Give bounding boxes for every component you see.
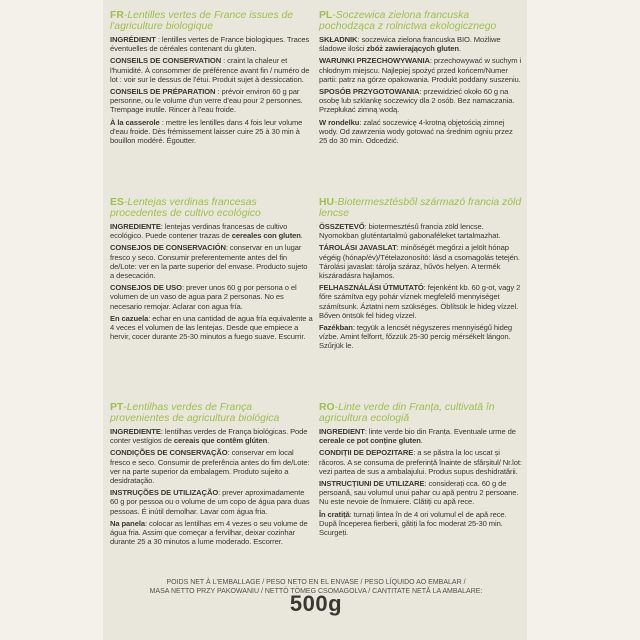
paragraph-text: : prever unos 60 g por persona o el volumen de un vaso de agua para 2 personas. No es necesario remojar. Aclarar con agua fría. — [110, 283, 297, 311]
paragraph-label: TÁROLÁSI JAVASLAT — [319, 243, 397, 253]
product-title: Lentejas verdinas francesas procedentes de cultivo ecológico — [110, 197, 261, 219]
language-code: HU — [319, 197, 335, 208]
heading-separator: - — [334, 197, 338, 208]
paragraph-end: . — [267, 436, 270, 446]
paragraph-text: : a se păstra la loc uscat și răcoros. A se consuma de preferință înainte de sfârșitul/ Nr.lot: vezi partea de sus a ambalajului. Produs supus deshidratării. — [319, 448, 522, 476]
language-code: RO — [319, 402, 335, 413]
paragraph-label: INSTRUCȚIUNI DE UTILIZARE — [319, 479, 425, 489]
paragraph-label: INGREDIENT — [319, 427, 365, 436]
info-paragraph — [110, 56, 313, 84]
paragraph-end: . — [458, 44, 461, 54]
paragraph-text: : zalać soczewicę 4-krotną objętością zimnej wody. Od zawrzenia wody gotować na średnim ogniu przez 25 do 30 min. Odcedzić. — [319, 117, 513, 146]
heading-separator: - — [123, 402, 127, 413]
info-paragraph — [110, 314, 313, 342]
section-hu — [319, 195, 522, 400]
paragraph-label: INGREDIENTE — [110, 222, 161, 231]
paragraph-text: : prever aproximadamente 60 g por pessoa ou o volume de um copo de água para duas pessoas. É inútil demolhar. Lavar com água fria. — [110, 488, 310, 516]
right-flap — [527, 0, 640, 640]
info-paragraph — [110, 488, 313, 516]
section-heading — [319, 197, 522, 219]
paragraph-text: : tegyük a lencsét négyszeres mennyiségű hideg vízbe. Amint felforrt, főzzük 25-30 percig mérsékelt lángon. Szűrjük le. — [319, 323, 512, 351]
paragraph-label: CONSEJOS DE USO — [110, 283, 182, 293]
paragraph-text: : echar en una cantidad de agua fría equivalente a 4 veces el volumen de las lentejas. Desde que empiece a hervir, cocer durante 25-30 minutos a fuego suave. Escurrir. — [110, 313, 313, 342]
allergen-text: cereais que contêm glúten — [173, 436, 268, 446]
info-paragraph — [319, 118, 522, 146]
section-ro — [319, 400, 522, 578]
paragraph-text: : soczewica zielona francuska BIO. Możliwe śladowe ilości — [319, 35, 501, 54]
info-paragraph — [319, 87, 522, 115]
paragraph-label: CONSEILS DE PRÉPARATION — [110, 87, 216, 97]
weight-unit: g — [328, 591, 343, 616]
language-code: PT — [110, 402, 124, 413]
product-title: Soczewica zielona francuska pochodząca z rolnictwa ekologicznego — [319, 10, 497, 32]
paragraph-text: : fejenként kb. 60 g-ot, vagy 2 főre számítva egy pohár víznek megfelelő mennyiséget számítsunk. Áztatni nem szükséges. Öblítsük le hideg vízzel. Bőven öntsük fel hideg vízzel. — [319, 283, 521, 320]
paragraph-text: : lentilles vertes de France biologiques. Traces éventuelles de céréales contenant du gluten. — [110, 35, 310, 54]
paragraph-end: . — [300, 231, 303, 241]
section-heading — [319, 402, 522, 424]
language-grid — [110, 8, 522, 578]
paragraph-label: Fazékban — [319, 323, 353, 333]
allergen-text: zbóż zawierających gluten — [366, 44, 459, 54]
product-title: Linte verde din Franța, cultivată în agricultura ecologiă — [319, 402, 495, 424]
product-title: Lentilles vertes de France issues de l'agriculture biologique — [110, 10, 294, 32]
paragraph-label: În cratiță — [319, 509, 350, 519]
paragraph-label: W rondelku — [319, 117, 360, 127]
weight-number: 500 — [289, 591, 329, 616]
paragraph-label: CONDIȚII DE DEPOZITARE — [319, 448, 414, 458]
allergen-text: cereale ce pot conține gluten — [319, 436, 421, 446]
info-paragraph — [319, 323, 522, 351]
paragraph-end: . — [420, 436, 423, 446]
paragraph-text: : minőségét megőrzi a jelölt hónap végéig (hónap/év)/Tételazonosító: lásd a csomagolás tetején. Tárolási javaslat: tárolja száraz, hűvös helyen. A termék kiszáradásra hajlamos. — [319, 243, 520, 281]
paragraph-text: : lentilhas verdes de França biológicas. Pode conter vestígios de — [110, 427, 308, 446]
info-paragraph — [319, 427, 522, 445]
section-heading — [110, 402, 313, 424]
section-fr — [110, 8, 313, 195]
paragraph-label: CONSEJOS DE CONSERVACIÓN — [110, 243, 226, 253]
paragraph-label: Na panela — [110, 518, 145, 528]
info-paragraph — [110, 427, 313, 445]
section-es — [110, 195, 313, 400]
info-paragraph — [319, 283, 522, 320]
paragraph-text: : conservar en un lugar fresco y seco. Consumir preferentemente antes del fin de/Lote: ver en la parte superior del envase. Producto sujeto a desecación. — [110, 243, 308, 281]
paragraph-text: : colocar as lentilhas em 4 vezes o seu volume de água fria. Assim que começar a fervilhar, deixar cozinhar durante 25 a 30 minutos a lume moderado. Escorrer. — [110, 518, 308, 547]
info-paragraph — [319, 56, 522, 84]
language-code: FR — [110, 10, 124, 21]
paragraph-label: CONDIÇÕES DE CONSERVAÇÃO — [110, 448, 228, 458]
net-weight-line-2: MASA NETTO PRZY PAKOWANIU / NETTÓ TÖMEG CSOMAGOLVA / CANTITATE NETĂ LA AMBALARE: — [149, 588, 483, 595]
section-heading — [110, 10, 313, 32]
heading-separator: - — [334, 402, 339, 413]
info-paragraph — [110, 283, 313, 311]
paragraph-text: : considerați cca. 60 g de persoană, sau volumul unui pahar cu apă pentru 2 persoane. Nu este nevoie de înmuiere. Clătiți cu apă rece. — [319, 479, 519, 507]
info-paragraph — [319, 479, 522, 507]
allergen-text: cereales con gluten — [231, 231, 301, 241]
section-heading — [110, 197, 313, 219]
language-code: PL — [319, 10, 333, 21]
heading-separator: - — [332, 10, 336, 21]
net-weight-line-1: POIDS NET À L'EMBALLAGE / PESO NETO EN EL ENVASE / PESO LÍQUIDO AO EMBALAR / — [166, 579, 466, 586]
info-paragraph — [110, 35, 313, 53]
paragraph-label: SKŁADNIK — [319, 35, 358, 44]
net-weight-block — [110, 578, 522, 616]
info-paragraph — [319, 510, 522, 538]
info-paragraph — [110, 118, 313, 146]
info-paragraph — [319, 448, 522, 476]
paragraph-text: : conservar em local fresco e seco. Consumir de preferência antes do fim de/Lote: ver na parte superior da embalagem. Produto sujeito a desidratação. — [110, 448, 310, 486]
language-code: ES — [110, 197, 124, 208]
paragraph-text: : lentejas verdinas francesas de cultivo ecológico. Puede contener trazas de — [110, 222, 288, 241]
paragraph-label: WARUNKI PRZECHOWYWANIA — [319, 56, 430, 66]
info-paragraph — [319, 222, 522, 240]
paragraph-label: SPOSÓB PRZYGOTOWANIA — [319, 87, 420, 97]
info-paragraph — [319, 243, 522, 280]
info-paragraph — [110, 243, 313, 280]
section-pt — [110, 400, 313, 578]
info-paragraph — [110, 87, 313, 115]
product-title: Lentilhas verdes de França provenientes de agricultura biológica — [110, 402, 280, 424]
paragraph-text: : przewidzieć około 60 g na osobę lub szklankę soczewicy dla 2 osób. Bez namaczania. Przepłukać zimną wodą. — [319, 87, 515, 115]
paragraph-label: INGRÉDIENT — [110, 35, 156, 44]
paragraph-label: INSTRUÇÕES DE UTILIZAÇÃO — [110, 488, 219, 498]
info-paragraph — [110, 448, 313, 485]
heading-separator: - — [123, 197, 128, 208]
paragraph-label: CONSEILS DE CONSERVATION — [110, 56, 222, 66]
section-heading — [319, 10, 522, 32]
section-pl — [319, 8, 522, 195]
paragraph-text: : mettre les lentilles dans 4 fois leur volume d'eau froide. Dès frémissement laisser cuire 25 à 30 min à bouillon modéré. Égoutter. — [110, 117, 303, 146]
paragraph-label: ÖSSZETEVŐ — [319, 222, 365, 231]
paragraph-text: : craint la chaleur et l'humidité. À consommer de préférence avant fin / numéro de lot : voir sur le dessus de l'étui. Produit sujet à dessiccation. — [110, 56, 310, 84]
paragraph-text: : biotermesztésű francia zöld lencse. Nyomokban gluténtartalmú gabonaféleket tartalmazhat. — [319, 222, 501, 241]
heading-separator: - — [123, 10, 128, 21]
paragraph-label: À la casserole — [110, 117, 160, 127]
info-paragraph — [319, 35, 522, 53]
left-flap — [0, 0, 103, 640]
paragraph-label: En cazuela — [110, 313, 149, 323]
paragraph-text: : turnați lintea în de 4 ori volumul el de apă rece. După începerea fierberii, gătiți la foc moderat 25-30 min. Scurgeți. — [319, 509, 507, 538]
info-paragraph — [110, 222, 313, 240]
paragraph-text: : prévoir environ 60 g par personne, ou le volume d'un verre d'eau pour 2 personnes. Trempage inutile. Rincer à l'eau froide. — [110, 87, 303, 115]
paragraph-text: : przechowywać w suchym i chłodnym miejscu. Najlepiej spożyć przed końcem/Numer partii: patrz na górze opakowania. Produkt poddany suszeniu. — [319, 56, 522, 84]
info-paragraph — [110, 519, 313, 547]
paragraph-text: : linte verde bio din Franța. Eventuale urme de — [364, 427, 516, 436]
paragraph-label: INGREDIENTE — [110, 427, 161, 436]
paragraph-label: FELHASZNÁLÁSI ÚTMUTATÓ — [319, 283, 424, 293]
product-title: Biotermesztésből származó francia zöld lencse — [319, 197, 522, 219]
